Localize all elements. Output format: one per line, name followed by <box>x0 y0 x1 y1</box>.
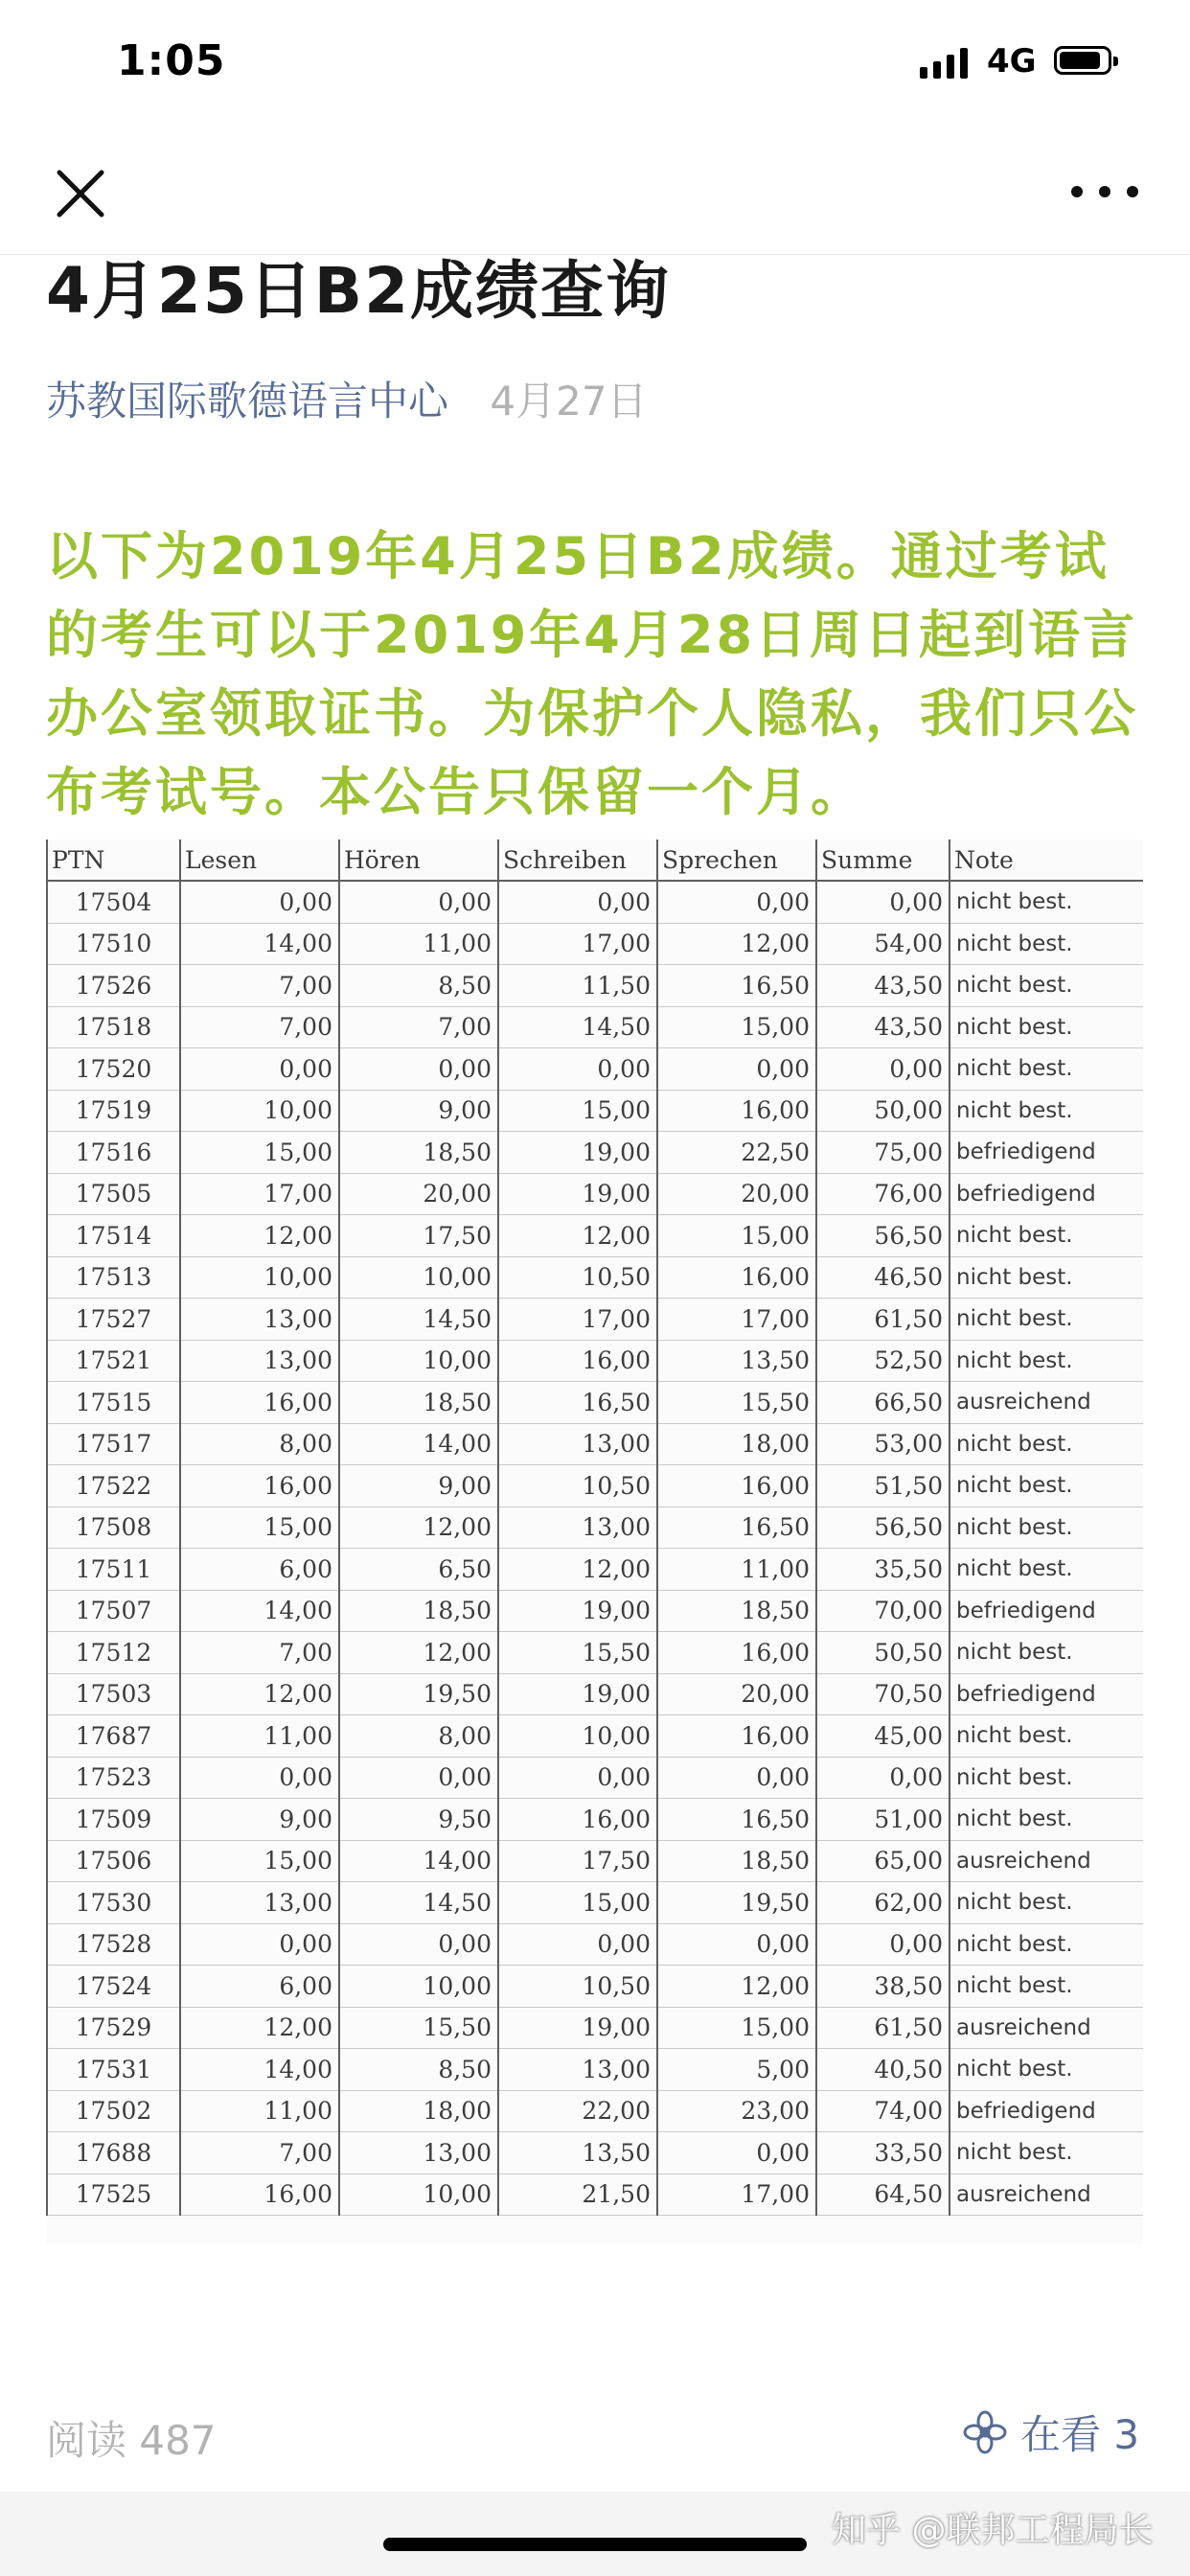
table-cell: 10,00 <box>180 1256 339 1299</box>
table-cell: 13,00 <box>339 2132 498 2174</box>
table-cell: nicht best. <box>950 1549 1143 1591</box>
table-cell: 64,50 <box>816 2174 950 2216</box>
table-cell: 12,00 <box>498 1215 657 1257</box>
table-cell: 13,50 <box>657 1340 816 1382</box>
table-cell: 0,00 <box>498 1757 657 1799</box>
signal-icon <box>920 46 968 79</box>
table-cell: 15,00 <box>657 1215 816 1257</box>
table-cell: 56,50 <box>816 1215 950 1257</box>
table-row <box>47 2007 1143 2049</box>
table-cell: nicht best. <box>950 881 1143 923</box>
table-cell: befriedigend <box>950 1173 1143 1215</box>
table-cell: 18,50 <box>657 1840 816 1882</box>
table-cell: 61,50 <box>816 2007 950 2049</box>
table-cell: befriedigend <box>950 1132 1143 1174</box>
table-cell: 13,00 <box>498 1506 657 1549</box>
table-row <box>47 923 1143 965</box>
table-cell: 16,00 <box>657 1090 816 1132</box>
table-cell: 13,00 <box>180 1340 339 1382</box>
table-cell: 15,50 <box>339 2007 498 2049</box>
table-cell: 0,00 <box>180 881 339 923</box>
table-cell: 12,00 <box>339 1632 498 1674</box>
close-icon <box>50 163 111 224</box>
table-cell: nicht best. <box>950 1048 1143 1091</box>
table-cell: 6,50 <box>339 1549 498 1591</box>
table-cell: 14,50 <box>339 1882 498 1924</box>
table-row <box>47 1299 1143 1341</box>
table-row <box>47 1632 1143 1674</box>
table-cell: 10,00 <box>498 1715 657 1758</box>
table-cell: 50,50 <box>816 1632 950 1674</box>
table-cell: nicht best. <box>950 1966 1143 2008</box>
table-cell: 18,50 <box>339 1132 498 1174</box>
table-cell: 10,50 <box>498 1966 657 2008</box>
table-cell: 11,00 <box>657 1549 816 1591</box>
table-cell: 13,00 <box>180 1299 339 1341</box>
table-cell: 11,00 <box>339 923 498 965</box>
table-cell: 17687 <box>47 1715 180 1758</box>
table-cell: 0,00 <box>180 1048 339 1091</box>
table-row <box>47 1465 1143 1507</box>
table-cell: 12,00 <box>498 1549 657 1591</box>
table-cell: befriedigend <box>950 1673 1143 1715</box>
table-cell: ausreichend <box>950 1840 1143 1882</box>
table-cell: 15,00 <box>498 1882 657 1924</box>
table-cell: 70,50 <box>816 1673 950 1715</box>
results-table-image[interactable] <box>46 840 1143 2244</box>
table-cell: 20,00 <box>657 1173 816 1215</box>
table-cell: 0,00 <box>816 1757 950 1799</box>
table-cell: 12,00 <box>180 1215 339 1257</box>
table-cell: 18,00 <box>657 1423 816 1465</box>
table-row <box>47 1923 1143 1966</box>
table-cell: 10,00 <box>180 1090 339 1132</box>
table-cell: 17688 <box>47 2132 180 2174</box>
table-cell: 14,00 <box>339 1423 498 1465</box>
table-row <box>47 1090 1143 1132</box>
table-cell: ausreichend <box>950 2007 1143 2049</box>
table-cell: 8,50 <box>339 2049 498 2091</box>
table-cell: 17502 <box>47 2090 180 2132</box>
table-cell: 10,50 <box>498 1256 657 1299</box>
table-cell: 17522 <box>47 1465 180 1507</box>
table-row <box>47 1799 1143 1841</box>
results-table <box>46 840 1143 2216</box>
table-row <box>47 881 1143 923</box>
table-row <box>47 2174 1143 2216</box>
table-row <box>47 2049 1143 2091</box>
table-cell: 10,00 <box>339 1966 498 2008</box>
table-cell: nicht best. <box>950 923 1143 965</box>
table-cell: 54,00 <box>816 923 950 965</box>
table-cell: 18,00 <box>339 2090 498 2132</box>
table-cell: 17,00 <box>498 1299 657 1341</box>
table-cell: 17509 <box>47 1799 180 1841</box>
table-cell: 0,00 <box>816 1048 950 1091</box>
table-row <box>47 1840 1143 1882</box>
table-cell: 13,00 <box>180 1882 339 1924</box>
table-cell: 76,00 <box>816 1173 950 1215</box>
table-cell: nicht best. <box>950 965 1143 1007</box>
nav-bar <box>0 134 1190 255</box>
table-cell: 17507 <box>47 1590 180 1632</box>
table-cell: 17503 <box>47 1673 180 1715</box>
table-cell: 14,50 <box>339 1299 498 1341</box>
table-cell: 18,50 <box>657 1590 816 1632</box>
table-row <box>47 1132 1143 1174</box>
table-cell: 8,50 <box>339 965 498 1007</box>
table-cell: 15,00 <box>180 1840 339 1882</box>
watermark: 知乎 @联邦工程局长 <box>832 2511 1154 2550</box>
table-cell: 50,00 <box>816 1090 950 1132</box>
table-cell: 0,00 <box>498 1048 657 1091</box>
table-cell: 15,00 <box>498 1090 657 1132</box>
table-row <box>47 1382 1143 1424</box>
table-cell: 17520 <box>47 1048 180 1091</box>
table-cell: 17512 <box>47 1632 180 1674</box>
column-header: PTN <box>47 840 180 881</box>
column-header: Hören <box>339 840 498 881</box>
table-cell: 17,00 <box>657 2174 816 2216</box>
table-cell: 0,00 <box>816 881 950 923</box>
table-cell: nicht best. <box>950 1923 1143 1966</box>
flower-icon <box>963 2410 1007 2454</box>
table-cell: 16,50 <box>657 965 816 1007</box>
table-row <box>47 1757 1143 1799</box>
table-cell: 21,50 <box>498 2174 657 2216</box>
table-cell: 19,00 <box>498 1590 657 1632</box>
table-cell: 12,00 <box>180 1673 339 1715</box>
table-cell: nicht best. <box>950 2132 1143 2174</box>
table-cell: 16,00 <box>657 1715 816 1758</box>
table-cell: 7,00 <box>339 1006 498 1048</box>
table-cell: 19,00 <box>498 1132 657 1174</box>
table-row <box>47 1966 1143 2008</box>
table-cell: 52,50 <box>816 1340 950 1382</box>
table-cell: nicht best. <box>950 1799 1143 1841</box>
table-cell: 16,50 <box>657 1799 816 1841</box>
table-cell: nicht best. <box>950 2049 1143 2091</box>
more-button[interactable] <box>1071 172 1138 211</box>
table-cell: 20,00 <box>657 1673 816 1715</box>
table-cell: 17505 <box>47 1173 180 1215</box>
table-cell: 22,00 <box>498 2090 657 2132</box>
table-cell: 7,00 <box>180 965 339 1007</box>
table-row <box>47 1673 1143 1715</box>
table-cell: befriedigend <box>950 1590 1143 1632</box>
table-cell: 22,50 <box>657 1132 816 1174</box>
table-row <box>47 1006 1143 1048</box>
table-cell: 17524 <box>47 1966 180 2008</box>
table-cell: nicht best. <box>950 1215 1143 1257</box>
table-cell: 17,00 <box>657 1299 816 1341</box>
table-cell: 14,00 <box>180 1590 339 1632</box>
table-cell: 14,50 <box>498 1006 657 1048</box>
table-cell: 15,00 <box>180 1132 339 1174</box>
table-cell: ausreichend <box>950 2174 1143 2216</box>
table-cell: 17508 <box>47 1506 180 1549</box>
table-cell: 19,00 <box>498 1673 657 1715</box>
table-cell: 0,00 <box>498 1923 657 1966</box>
table-cell: 17523 <box>47 1757 180 1799</box>
table-cell: 43,50 <box>816 965 950 1007</box>
table-cell: befriedigend <box>950 2090 1143 2132</box>
table-cell: 40,50 <box>816 2049 950 2091</box>
table-cell: 17518 <box>47 1006 180 1048</box>
table-cell: nicht best. <box>950 1090 1143 1132</box>
table-cell: 17506 <box>47 1840 180 1882</box>
table-cell: 12,00 <box>339 1506 498 1549</box>
table-cell: nicht best. <box>950 1256 1143 1299</box>
table-cell: 13,00 <box>498 2049 657 2091</box>
table-cell: 0,00 <box>339 1923 498 1966</box>
table-cell: 17517 <box>47 1423 180 1465</box>
table-cell: 14,00 <box>180 2049 339 2091</box>
table-cell: 0,00 <box>339 881 498 923</box>
table-cell: ausreichend <box>950 1382 1143 1424</box>
table-cell: 17515 <box>47 1382 180 1424</box>
table-cell: 10,50 <box>498 1465 657 1507</box>
table-cell: 62,00 <box>816 1882 950 1924</box>
table-cell: 11,50 <box>498 965 657 1007</box>
table-cell: nicht best. <box>950 1006 1143 1048</box>
table-cell: 6,00 <box>180 1966 339 2008</box>
table-cell: 45,00 <box>816 1715 950 1758</box>
table-cell: nicht best. <box>950 1423 1143 1465</box>
table-cell: 7,00 <box>180 2132 339 2174</box>
column-header: Summe <box>816 840 950 881</box>
author-link[interactable]: 苏教国际歌德语言中心 <box>46 378 449 425</box>
table-cell: 51,50 <box>816 1465 950 1507</box>
table-cell: 18,50 <box>339 1382 498 1424</box>
article-title: 4月25日B2成绩查询 <box>46 254 671 328</box>
publish-date: 4月27日 <box>490 378 648 425</box>
table-cell: 74,00 <box>816 2090 950 2132</box>
table-cell: 16,00 <box>657 1465 816 1507</box>
table-cell: nicht best. <box>950 1757 1143 1799</box>
table-cell: 19,00 <box>498 2007 657 2049</box>
table-row <box>47 1715 1143 1758</box>
table-cell: 14,00 <box>339 1840 498 1882</box>
table-cell: 17510 <box>47 923 180 965</box>
table-cell: 0,00 <box>657 1757 816 1799</box>
table-cell: 10,00 <box>339 1340 498 1382</box>
table-cell: 17530 <box>47 1882 180 1924</box>
table-cell: 38,50 <box>816 1966 950 2008</box>
table-cell: 15,00 <box>657 1006 816 1048</box>
table-cell: 10,00 <box>339 1256 498 1299</box>
table-cell: nicht best. <box>950 1340 1143 1382</box>
table-cell: 17,00 <box>180 1173 339 1215</box>
table-cell: 0,00 <box>657 1048 816 1091</box>
table-cell: nicht best. <box>950 1632 1143 1674</box>
table-cell: 19,00 <box>498 1173 657 1215</box>
table-cell: 0,00 <box>657 881 816 923</box>
table-cell: 17519 <box>47 1090 180 1132</box>
table-cell: 16,00 <box>180 1382 339 1424</box>
table-cell: 17528 <box>47 1923 180 1966</box>
column-header: Sprechen <box>657 840 816 881</box>
table-cell: 13,00 <box>498 1423 657 1465</box>
table-cell: 53,00 <box>816 1423 950 1465</box>
table-cell: 16,00 <box>498 1799 657 1841</box>
table-cell: 8,00 <box>339 1715 498 1758</box>
table-row <box>47 1549 1143 1591</box>
table-row <box>47 965 1143 1007</box>
table-cell: 33,50 <box>816 2132 950 2174</box>
table-row <box>47 1173 1143 1215</box>
more-icon <box>1071 186 1083 197</box>
table-cell: 0,00 <box>498 881 657 923</box>
table-cell: 0,00 <box>657 1923 816 1966</box>
table-cell: 16,50 <box>657 1506 816 1549</box>
table-cell: 20,00 <box>339 1173 498 1215</box>
table-cell: 0,00 <box>339 1757 498 1799</box>
table-cell: 9,50 <box>339 1799 498 1841</box>
table-cell: 15,50 <box>657 1382 816 1424</box>
table-cell: 17,50 <box>498 1840 657 1882</box>
table-cell: 66,50 <box>816 1382 950 1424</box>
table-cell: 18,50 <box>339 1590 498 1632</box>
article-intro: 以下为2019年4月25日B2成绩。通过考试的考生可以于2019年4月28日周日起到语言办公室领取证书。为保护个人隐私，我们只公布考试号。本公告只保留一个月。 <box>46 526 1138 822</box>
watching-button[interactable] <box>963 2404 1139 2461</box>
table-cell: 17516 <box>47 1132 180 1174</box>
table-cell: 17514 <box>47 1215 180 1257</box>
table-cell: 14,00 <box>180 923 339 965</box>
table-cell: 15,50 <box>498 1632 657 1674</box>
battery-icon <box>1054 46 1111 75</box>
column-header: Lesen <box>180 840 339 881</box>
table-cell: 12,00 <box>657 923 816 965</box>
table-cell: 17521 <box>47 1340 180 1382</box>
table-cell: 8,00 <box>180 1423 339 1465</box>
table-cell: 15,00 <box>180 1506 339 1549</box>
table-cell: 17526 <box>47 965 180 1007</box>
table-cell: 46,50 <box>816 1256 950 1299</box>
status-time: 1:05 <box>117 36 226 85</box>
table-cell: 11,00 <box>180 1715 339 1758</box>
table-cell: nicht best. <box>950 1715 1143 1758</box>
read-count: 阅读 487 <box>46 2417 217 2464</box>
table-cell: 75,00 <box>816 1132 950 1174</box>
table-cell: 9,00 <box>180 1799 339 1841</box>
table-cell: 0,00 <box>339 1048 498 1091</box>
table-cell: 35,50 <box>816 1549 950 1591</box>
table-cell: 17511 <box>47 1549 180 1591</box>
table-cell: 70,00 <box>816 1590 950 1632</box>
table-cell: 51,00 <box>816 1799 950 1841</box>
table-cell: 16,50 <box>498 1382 657 1424</box>
home-indicator[interactable] <box>383 2538 807 2551</box>
table-row <box>47 1215 1143 1257</box>
table-cell: 16,00 <box>180 2174 339 2216</box>
table-row <box>47 1340 1143 1382</box>
table-cell: 23,00 <box>657 2090 816 2132</box>
table-row <box>47 1590 1143 1632</box>
close-button[interactable] <box>50 163 111 224</box>
table-cell: 43,50 <box>816 1006 950 1048</box>
column-header: Note <box>950 840 1143 881</box>
table-cell: 16,00 <box>657 1632 816 1674</box>
table-cell: 12,00 <box>657 1966 816 2008</box>
table-cell: 5,00 <box>657 2049 816 2091</box>
table-cell: 7,00 <box>180 1006 339 1048</box>
table-cell: 10,00 <box>339 2174 498 2216</box>
table-cell: 17,00 <box>498 923 657 965</box>
table-cell: 13,50 <box>498 2132 657 2174</box>
table-cell: nicht best. <box>950 1465 1143 1507</box>
table-cell: 7,00 <box>180 1632 339 1674</box>
table-row <box>47 2132 1143 2174</box>
table-row <box>47 1882 1143 1924</box>
table-cell: 15,00 <box>657 2007 816 2049</box>
watching-label: 在看 3 <box>1020 2411 1140 2458</box>
table-row <box>47 1506 1143 1549</box>
table-cell: 17527 <box>47 1299 180 1341</box>
table-cell: 0,00 <box>180 1923 339 1966</box>
table-cell: 19,50 <box>339 1673 498 1715</box>
table-cell: nicht best. <box>950 1882 1143 1924</box>
table-cell: 6,00 <box>180 1549 339 1591</box>
network-type: 4G <box>987 42 1037 80</box>
table-cell: 56,50 <box>816 1506 950 1549</box>
article-meta <box>46 370 648 427</box>
table-row <box>47 1048 1143 1091</box>
table-cell: 17,50 <box>339 1215 498 1257</box>
table-row <box>47 1423 1143 1465</box>
table-cell: 0,00 <box>180 1757 339 1799</box>
table-cell: 61,50 <box>816 1299 950 1341</box>
table-cell: 17513 <box>47 1256 180 1299</box>
table-cell: 65,00 <box>816 1840 950 1882</box>
table-cell: nicht best. <box>950 1299 1143 1341</box>
table-row <box>47 1256 1143 1299</box>
table-cell: 12,00 <box>180 2007 339 2049</box>
column-header: Schreiben <box>498 840 657 881</box>
table-cell: 16,00 <box>180 1465 339 1507</box>
table-cell: 17504 <box>47 881 180 923</box>
table-cell: 11,00 <box>180 2090 339 2132</box>
table-row <box>47 2090 1143 2132</box>
table-cell: 0,00 <box>816 1923 950 1966</box>
table-cell: 17529 <box>47 2007 180 2049</box>
table-cell: 9,00 <box>339 1090 498 1132</box>
table-cell: nicht best. <box>950 1506 1143 1549</box>
table-cell: 16,00 <box>498 1340 657 1382</box>
status-bar <box>0 0 1190 125</box>
table-cell: 17525 <box>47 2174 180 2216</box>
table-cell: 16,00 <box>657 1256 816 1299</box>
table-cell: 19,50 <box>657 1882 816 1924</box>
table-cell: 9,00 <box>339 1465 498 1507</box>
table-cell: 17531 <box>47 2049 180 2091</box>
table-cell: 0,00 <box>657 2132 816 2174</box>
